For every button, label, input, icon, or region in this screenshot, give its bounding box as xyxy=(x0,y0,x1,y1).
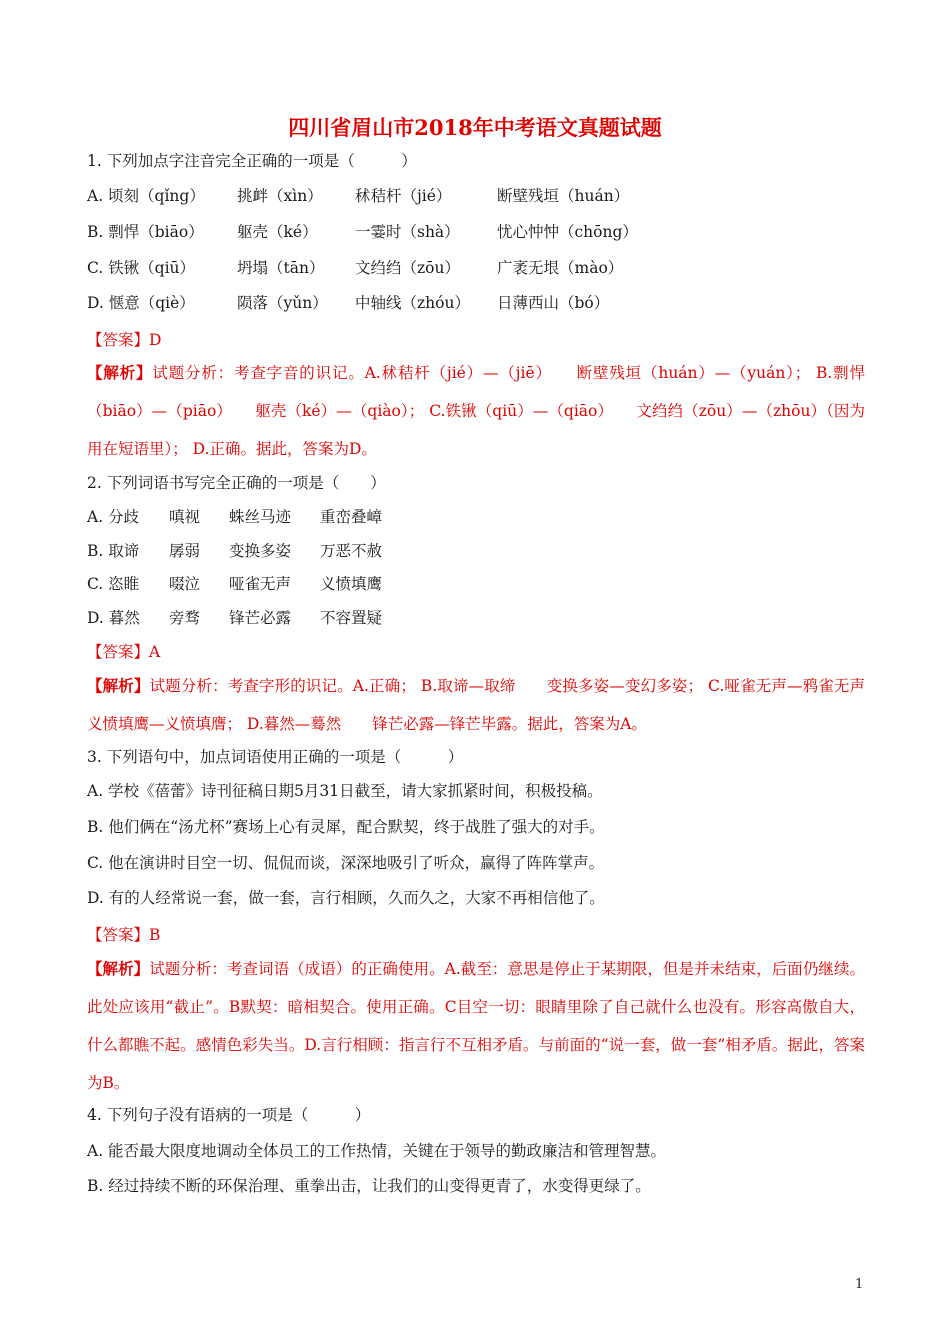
q2-d-1: D. 暮然 xyxy=(87,609,140,627)
q1-c-2: 坍塌（tān） xyxy=(237,259,325,277)
q2-d-3: 锋芒必露 xyxy=(229,609,292,627)
q1-b-4: 忧心忡忡（chōng） xyxy=(497,223,638,241)
q1-stem: 1. 下列加点字注音完全正确的一项是（ ） xyxy=(87,152,417,170)
q2-analysis-text: 试题分析：考查字形的识记。A.正确； B.取谛—取缔 变换多姿—变幻多姿； C.哑雀无声—鸦雀无声 义愤填鹰—义愤填膺； D.暮然—蓦然 锋芒必露—锋芒毕露。据此，答案为A。 xyxy=(87,677,897,733)
document-title: 四川省眉山市2018年中考语文真题试题 xyxy=(288,115,662,140)
q2-a-3: 蛛丝马迹 xyxy=(229,508,292,526)
q4-option-b: B. 经过持续不断的环保治理、重拳出击，让我们的山变得更青了，水变得更绿了。 xyxy=(87,1177,651,1195)
q2-a-1: A. 分歧 xyxy=(87,508,140,526)
q2-answer: 【答案】A xyxy=(87,643,161,661)
q3-option-a: A. 学校《蓓蕾》诗刊征稿日期5月31日截至，请大家抓紧时间，积极投稿。 xyxy=(87,782,603,800)
q2-a-4: 重峦叠嶂 xyxy=(320,508,383,526)
q1-analysis xyxy=(87,354,865,468)
q4-option-a: A. 能否最大限度地调动全体员工的工作热情，关键在于领导的勤政廉洁和管理智慧。 xyxy=(87,1142,667,1160)
q4-stem: 4. 下列句子没有语病的一项是（ ） xyxy=(87,1106,371,1124)
q1-b-2: 躯壳（ké） xyxy=(237,223,318,241)
q3-option-b: B. 他们俩在“汤尤杯”赛场上心有灵犀，配合默契，终于战胜了强大的对手。 xyxy=(87,818,605,836)
q1-d-3: 中轴线（zhóu） xyxy=(355,294,470,312)
q2-d-2: 旁骛 xyxy=(169,609,201,627)
q2-analysis-tag: 【解析】 xyxy=(87,676,150,695)
q2-c-2: 啜泣 xyxy=(169,575,201,593)
q3-option-c: C. 他在演讲时目空一切、侃侃而谈，深深地吸引了听众，赢得了阵阵掌声。 xyxy=(87,854,605,872)
q1-b-1: B. 剽悍（biāo） xyxy=(87,223,204,241)
q1-d-4: 日薄西山（bó） xyxy=(497,294,610,312)
q1-a-2: 挑衅（xìn） xyxy=(237,187,323,205)
q1-a-4: 断壁残垣（huán） xyxy=(497,187,630,205)
q2-b-4: 万恶不赦 xyxy=(320,542,383,560)
q2-stem: 2. 下列词语书写完全正确的一项是（ ） xyxy=(87,474,386,492)
q2-b-3: 变换多姿 xyxy=(229,542,292,560)
q3-option-d: D. 有的人经常说一套，做一套，言行相顾，久而久之，大家不再相信他了。 xyxy=(87,889,605,907)
page-number: 1 xyxy=(855,1277,864,1292)
q1-b-3: 一霎时（shà） xyxy=(355,223,460,241)
q1-c-4: 广袤无垠（mào） xyxy=(497,259,624,277)
q3-analysis-tag: 【解析】 xyxy=(87,959,150,978)
q2-analysis xyxy=(87,667,897,743)
q1-c-3: 文绉绉（zōu） xyxy=(355,259,460,277)
q1-answer: 【答案】D xyxy=(87,331,162,349)
q3-answer: 【答案】B xyxy=(87,926,161,944)
q1-analysis-tag: 【解析】 xyxy=(87,363,153,382)
q2-a-2: 嗔视 xyxy=(169,508,201,526)
q2-d-4: 不容置疑 xyxy=(320,609,383,627)
q2-b-1: B. 取谛 xyxy=(87,542,140,560)
q2-c-4: 义愤填鹰 xyxy=(320,575,383,593)
q1-a-3: 秫秸杆（jié） xyxy=(355,187,452,205)
q1-analysis-text: 试题分析：考查字音的识记。A.秫秸杆（jié）—（jiē） 断壁残垣（huán）—（yuán）； B.剽悍（biāo）—（piāo） 躯壳（ké）—（qiào）； C.铁锹（qiū）—（qiāo） 文绉绉（zōu）—（zhōu）（因为用在短语里）； D.正确。据此，答案为D。 xyxy=(87,364,865,458)
q2-c-3: 哑雀无声 xyxy=(229,575,292,593)
q1-c-1: C. 铁锹（qiū） xyxy=(87,259,196,277)
q3-analysis xyxy=(87,950,865,1102)
q1-a-1: A. 顷刻（qǐng） xyxy=(87,187,205,205)
q1-d-2: 陨落（yǔn） xyxy=(237,294,328,312)
q3-stem: 3. 下列语句中，加点词语使用正确的一项是（ ） xyxy=(87,748,464,766)
q3-analysis-text: 试题分析：考查词语（成语）的正确使用。A.截至：意思是停止于某期限，但是并未结束，后面仍继续。此处应该用“截止”。B默契：暗相契合。使用正确。C目空一切：眼睛里除了自己就什么也没有。形容高傲自大，什么都瞧不起。感情色彩失当。D.言行相顾：指言行不互相矛盾。与前面的“说一套，做一套”相矛盾。据此，答案为B。 xyxy=(87,960,865,1092)
q1-d-1: D. 惬意（qiè） xyxy=(87,294,195,312)
q2-b-2: 孱弱 xyxy=(169,542,201,560)
q2-c-1: C. 恣睢 xyxy=(87,575,140,593)
